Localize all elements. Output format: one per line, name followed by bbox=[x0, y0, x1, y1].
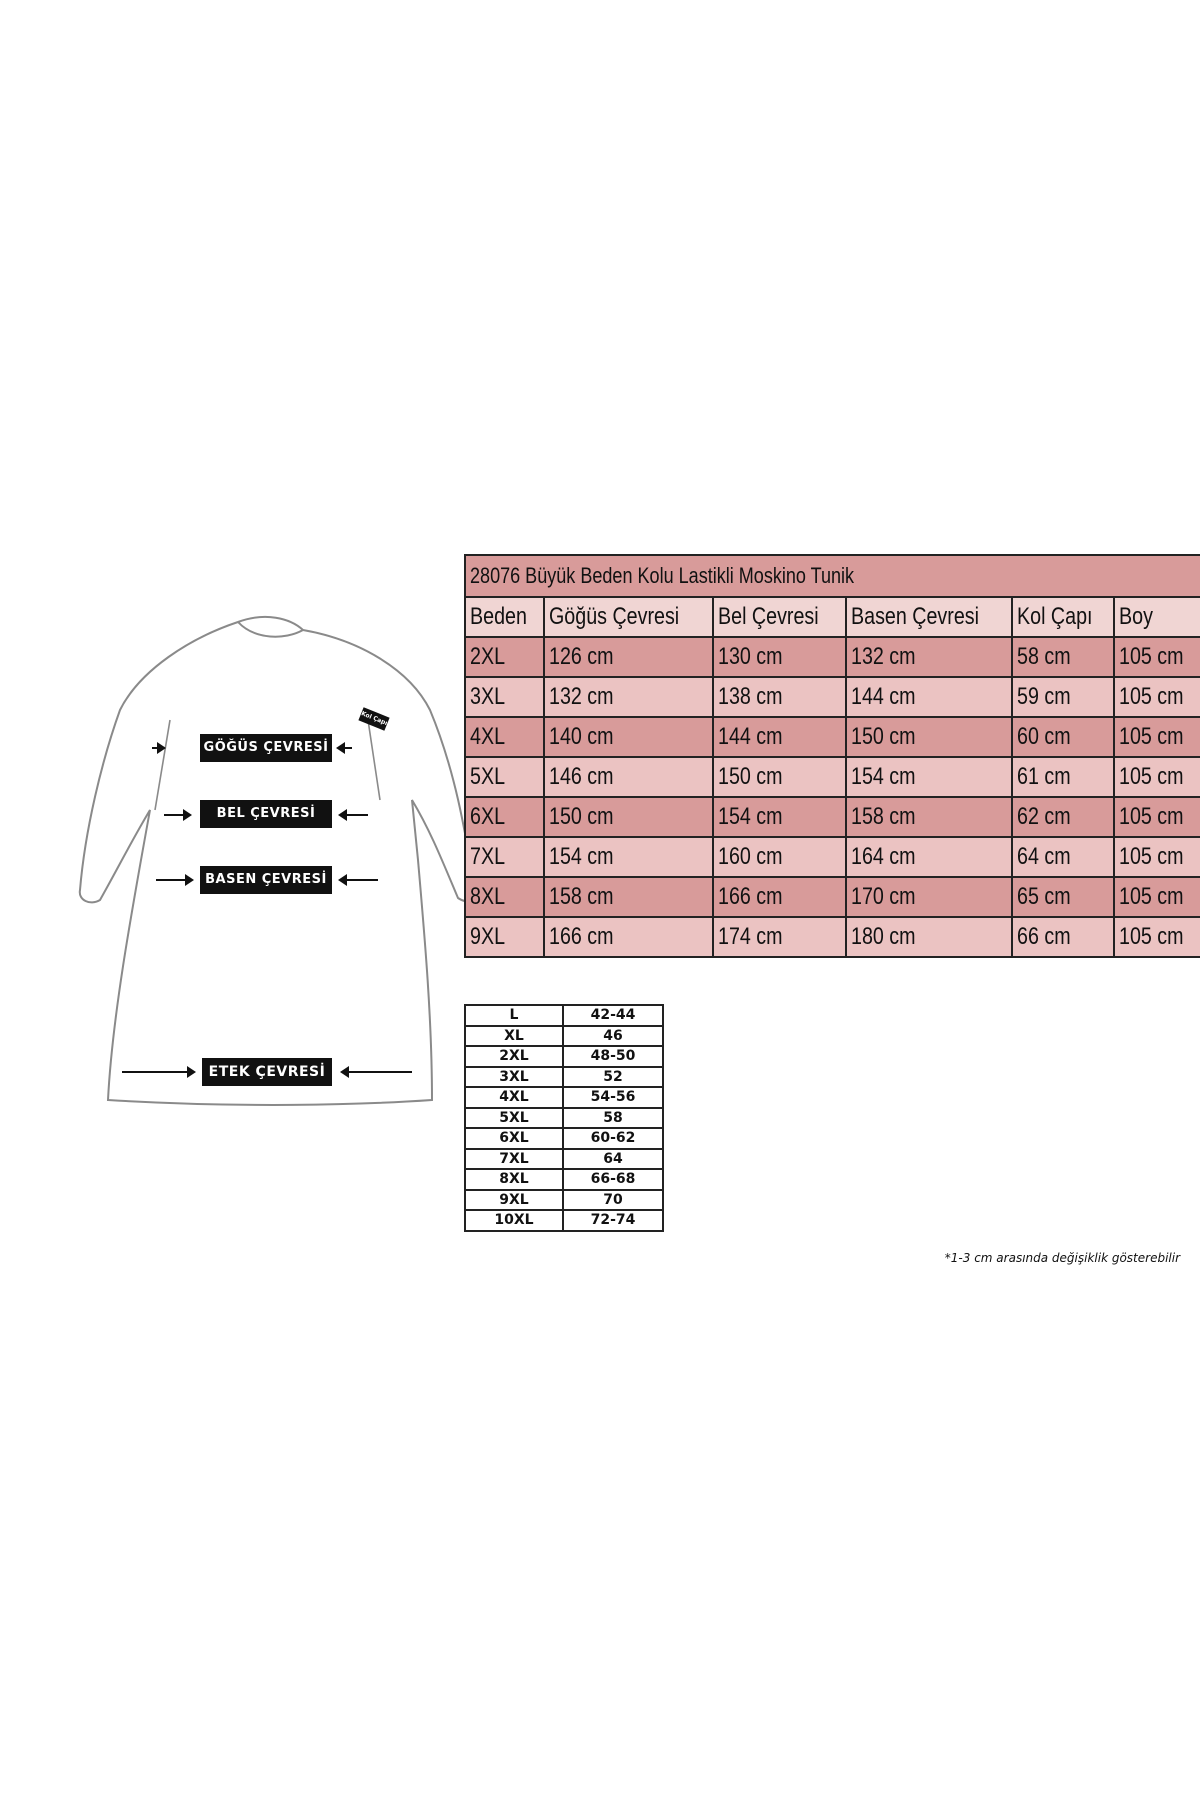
table-cell: 105 cm bbox=[1114, 917, 1200, 957]
table-cell: 132 cm bbox=[544, 677, 713, 717]
table-cell: 105 cm bbox=[1114, 797, 1200, 837]
bel-left-arrow bbox=[164, 814, 190, 816]
conversion-size: 7XL bbox=[465, 1149, 563, 1170]
conversion-row bbox=[465, 1210, 663, 1231]
conversion-row bbox=[465, 1005, 663, 1026]
table-cell: 160 cm bbox=[713, 837, 846, 877]
bel-right-arrow bbox=[340, 814, 368, 816]
conversion-row bbox=[465, 1128, 663, 1149]
size-chart-table bbox=[464, 554, 1200, 958]
table-title-row bbox=[465, 555, 1200, 597]
table-cell: 58 cm bbox=[1012, 637, 1114, 677]
table-cell: 105 cm bbox=[1114, 837, 1200, 877]
etek-cevresi-label: ETEK ÇEVRESİ bbox=[202, 1058, 332, 1086]
table-cell: 4XL bbox=[465, 717, 544, 757]
conversion-value: 48-50 bbox=[563, 1046, 663, 1067]
conversion-size: 5XL bbox=[465, 1108, 563, 1129]
conversion-value: 60-62 bbox=[563, 1128, 663, 1149]
table-cell: 64 cm bbox=[1012, 837, 1114, 877]
table-cell: 126 cm bbox=[544, 637, 713, 677]
table-cell: 62 cm bbox=[1012, 797, 1114, 837]
conversion-row bbox=[465, 1067, 663, 1088]
table-row bbox=[465, 917, 1200, 957]
table-row bbox=[465, 677, 1200, 717]
bel-cevresi-label: BEL ÇEVRESİ bbox=[200, 800, 332, 828]
basen-right-arrow bbox=[340, 879, 378, 881]
conversion-row bbox=[465, 1190, 663, 1211]
table-cell: 132 cm bbox=[846, 637, 1012, 677]
size-table-body bbox=[465, 637, 1200, 957]
header-bel: Bel Çevresi bbox=[713, 597, 846, 637]
conversion-value: 66-68 bbox=[563, 1169, 663, 1190]
header-basen: Basen Çevresi bbox=[846, 597, 1012, 637]
table-cell: 154 cm bbox=[544, 837, 713, 877]
table-header-row bbox=[465, 597, 1200, 637]
table-cell: 158 cm bbox=[544, 877, 713, 917]
table-row bbox=[465, 757, 1200, 797]
table-row bbox=[465, 837, 1200, 877]
table-cell: 164 cm bbox=[846, 837, 1012, 877]
table-cell: 61 cm bbox=[1012, 757, 1114, 797]
table-cell: 150 cm bbox=[713, 757, 846, 797]
header-gogus: Göğüs Çevresi bbox=[544, 597, 713, 637]
conversion-value: 52 bbox=[563, 1067, 663, 1088]
basen-cevresi-label: BASEN ÇEVRESİ bbox=[200, 866, 332, 894]
gogus-cevresi-label: GÖĞÜS ÇEVRESİ bbox=[200, 734, 332, 762]
table-cell: 65 cm bbox=[1012, 877, 1114, 917]
table-cell: 154 cm bbox=[713, 797, 846, 837]
table-cell: 7XL bbox=[465, 837, 544, 877]
conversion-size: XL bbox=[465, 1026, 563, 1047]
conversion-value: 70 bbox=[563, 1190, 663, 1211]
conversion-size: 2XL bbox=[465, 1046, 563, 1067]
table-cell: 105 cm bbox=[1114, 637, 1200, 677]
conversion-value: 46 bbox=[563, 1026, 663, 1047]
table-cell: 105 cm bbox=[1114, 717, 1200, 757]
gogus-left-arrow bbox=[152, 747, 164, 749]
conversion-size: 6XL bbox=[465, 1128, 563, 1149]
table-cell: 5XL bbox=[465, 757, 544, 797]
table-row bbox=[465, 877, 1200, 917]
kol-capi-tag: Kol Çapı bbox=[358, 707, 389, 730]
header-boy: Boy bbox=[1114, 597, 1200, 637]
table-cell: 9XL bbox=[465, 917, 544, 957]
conversion-size: 3XL bbox=[465, 1067, 563, 1088]
table-cell: 140 cm bbox=[544, 717, 713, 757]
table-cell: 144 cm bbox=[713, 717, 846, 757]
table-cell: 174 cm bbox=[713, 917, 846, 957]
etek-right-arrow bbox=[342, 1071, 412, 1073]
tolerance-note: *1-3 cm arasında değişiklik gösterebilir bbox=[944, 1251, 1180, 1265]
conversion-row bbox=[465, 1169, 663, 1190]
table-cell: 6XL bbox=[465, 797, 544, 837]
table-cell: 158 cm bbox=[846, 797, 1012, 837]
table-cell: 166 cm bbox=[713, 877, 846, 917]
table-cell: 146 cm bbox=[544, 757, 713, 797]
conversion-row bbox=[465, 1026, 663, 1047]
conversion-value: 64 bbox=[563, 1149, 663, 1170]
conversion-value: 42-44 bbox=[563, 1005, 663, 1026]
table-cell: 144 cm bbox=[846, 677, 1012, 717]
table-cell: 105 cm bbox=[1114, 877, 1200, 917]
table-cell: 150 cm bbox=[544, 797, 713, 837]
table-title: 28076 Büyük Beden Kolu Lastikli Moskino Tunik bbox=[465, 555, 1200, 597]
table-cell: 170 cm bbox=[846, 877, 1012, 917]
conversion-value: 58 bbox=[563, 1108, 663, 1129]
table-cell: 3XL bbox=[465, 677, 544, 717]
conversion-size: 9XL bbox=[465, 1190, 563, 1211]
table-cell: 8XL bbox=[465, 877, 544, 917]
table-row bbox=[465, 797, 1200, 837]
table-cell: 59 cm bbox=[1012, 677, 1114, 717]
conversion-size: L bbox=[465, 1005, 563, 1026]
conversion-table-body bbox=[465, 1005, 663, 1231]
table-cell: 66 cm bbox=[1012, 917, 1114, 957]
table-cell: 2XL bbox=[465, 637, 544, 677]
table-cell: 138 cm bbox=[713, 677, 846, 717]
conversion-row bbox=[465, 1087, 663, 1108]
table-cell: 60 cm bbox=[1012, 717, 1114, 757]
table-cell: 105 cm bbox=[1114, 757, 1200, 797]
size-conversion-table bbox=[464, 1004, 664, 1232]
basen-left-arrow bbox=[156, 879, 192, 881]
table-row bbox=[465, 717, 1200, 757]
header-beden: Beden bbox=[465, 597, 544, 637]
conversion-size: 8XL bbox=[465, 1169, 563, 1190]
table-row bbox=[465, 637, 1200, 677]
conversion-value: 54-56 bbox=[563, 1087, 663, 1108]
conversion-row bbox=[465, 1046, 663, 1067]
header-kol: Kol Çapı bbox=[1012, 597, 1114, 637]
garment-diagram bbox=[60, 600, 480, 1120]
conversion-value: 72-74 bbox=[563, 1210, 663, 1231]
table-cell: 150 cm bbox=[846, 717, 1012, 757]
conversion-row bbox=[465, 1108, 663, 1129]
gogus-right-arrow bbox=[338, 747, 352, 749]
table-cell: 105 cm bbox=[1114, 677, 1200, 717]
table-cell: 154 cm bbox=[846, 757, 1012, 797]
table-cell: 130 cm bbox=[713, 637, 846, 677]
conversion-size: 10XL bbox=[465, 1210, 563, 1231]
table-cell: 166 cm bbox=[544, 917, 713, 957]
tunic-outline-icon bbox=[60, 600, 480, 1120]
etek-left-arrow bbox=[122, 1071, 194, 1073]
table-cell: 180 cm bbox=[846, 917, 1012, 957]
conversion-size: 4XL bbox=[465, 1087, 563, 1108]
conversion-row bbox=[465, 1149, 663, 1170]
